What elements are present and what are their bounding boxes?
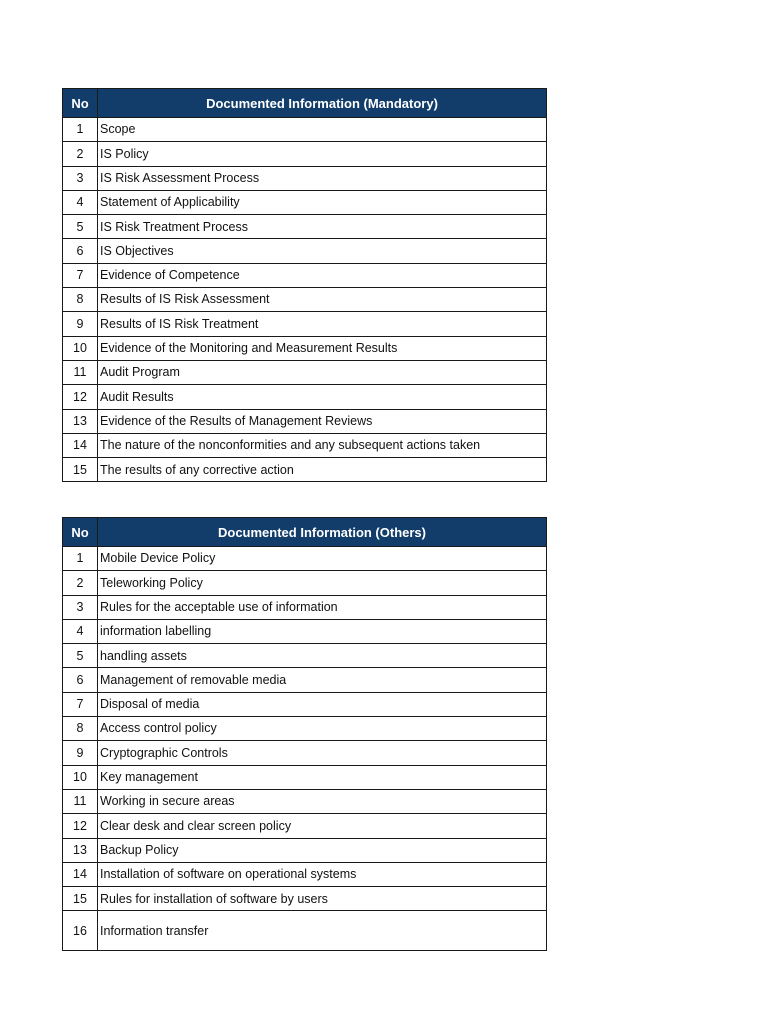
row-number: 3 [63, 595, 98, 619]
table-row [63, 312, 547, 336]
column-header-title: Documented Information (Others) [98, 518, 547, 547]
document-name: Evidence of Competence [98, 263, 547, 287]
table-row [63, 288, 547, 312]
table-row [63, 887, 547, 911]
row-number: 13 [63, 409, 98, 433]
table-row [63, 789, 547, 813]
row-number: 14 [63, 433, 98, 457]
table-row [63, 336, 547, 360]
row-number: 2 [63, 571, 98, 595]
table-row [63, 741, 547, 765]
table-row [63, 644, 547, 668]
other-documents-table [62, 517, 547, 951]
table-row [63, 619, 547, 643]
row-number: 1 [63, 118, 98, 142]
table-row [63, 547, 547, 571]
document-name: Disposal of media [98, 692, 547, 716]
table-row [63, 118, 547, 142]
document-name: Evidence of the Results of Management Reviews [98, 409, 547, 433]
row-number: 10 [63, 336, 98, 360]
row-number: 15 [63, 458, 98, 482]
row-number: 2 [63, 142, 98, 166]
document-name: The nature of the nonconformities and any subsequent actions taken [98, 433, 547, 457]
table-row [63, 360, 547, 384]
document-name: information labelling [98, 619, 547, 643]
table-row [63, 595, 547, 619]
document-name: Teleworking Policy [98, 571, 547, 595]
document-name: Rules for the acceptable use of information [98, 595, 547, 619]
table-row [63, 814, 547, 838]
document-name: Rules for installation of software by users [98, 887, 547, 911]
row-number: 10 [63, 765, 98, 789]
document-name: Clear desk and clear screen policy [98, 814, 547, 838]
mandatory-table-body [63, 118, 547, 482]
mandatory-documents-table [62, 88, 547, 482]
row-number: 11 [63, 360, 98, 384]
row-number: 11 [63, 789, 98, 813]
table-row [63, 911, 547, 951]
document-name: Scope [98, 118, 547, 142]
row-number: 12 [63, 814, 98, 838]
table-row [63, 215, 547, 239]
row-number: 15 [63, 887, 98, 911]
row-number: 14 [63, 862, 98, 886]
table-row [63, 692, 547, 716]
table-row [63, 263, 547, 287]
row-number: 9 [63, 741, 98, 765]
row-number: 7 [63, 263, 98, 287]
table-row [63, 166, 547, 190]
table-row [63, 458, 547, 482]
table-row [63, 239, 547, 263]
document-name: Management of removable media [98, 668, 547, 692]
document-name: Key management [98, 765, 547, 789]
table-row [63, 433, 547, 457]
table-row [63, 385, 547, 409]
table-row [63, 717, 547, 741]
document-name: Results of IS Risk Treatment [98, 312, 547, 336]
document-name: Results of IS Risk Assessment [98, 288, 547, 312]
row-number: 5 [63, 644, 98, 668]
document-name: Audit Program [98, 360, 547, 384]
row-number: 9 [63, 312, 98, 336]
document-name: Evidence of the Monitoring and Measurement Results [98, 336, 547, 360]
document-name: Statement of Applicability [98, 190, 547, 214]
row-number: 1 [63, 547, 98, 571]
table-row [63, 838, 547, 862]
table-row [63, 668, 547, 692]
document-name: Cryptographic Controls [98, 741, 547, 765]
row-number: 13 [63, 838, 98, 862]
document-name: IS Risk Treatment Process [98, 215, 547, 239]
row-number: 8 [63, 717, 98, 741]
document-name: IS Objectives [98, 239, 547, 263]
document-name: Mobile Device Policy [98, 547, 547, 571]
table-header-row [63, 89, 547, 118]
table-header-row [63, 518, 547, 547]
document-name: The results of any corrective action [98, 458, 547, 482]
table-row [63, 142, 547, 166]
row-number: 6 [63, 668, 98, 692]
table-row [63, 765, 547, 789]
row-number: 6 [63, 239, 98, 263]
table-row [63, 409, 547, 433]
table-row [63, 862, 547, 886]
document-name: Backup Policy [98, 838, 547, 862]
row-number: 7 [63, 692, 98, 716]
row-number: 4 [63, 619, 98, 643]
column-header-title: Documented Information (Mandatory) [98, 89, 547, 118]
document-name: Installation of software on operational systems [98, 862, 547, 886]
document-name: handling assets [98, 644, 547, 668]
document-name: Working in secure areas [98, 789, 547, 813]
table-row [63, 571, 547, 595]
document-name: IS Policy [98, 142, 547, 166]
table-row [63, 190, 547, 214]
document-name: Audit Results [98, 385, 547, 409]
column-header-no: No [63, 89, 98, 118]
row-number: 8 [63, 288, 98, 312]
row-number: 16 [63, 911, 98, 951]
document-name: Access control policy [98, 717, 547, 741]
others-table-body [63, 547, 547, 951]
document-name: IS Risk Assessment Process [98, 166, 547, 190]
column-header-no: No [63, 518, 98, 547]
row-number: 3 [63, 166, 98, 190]
document-name: Information transfer [98, 911, 547, 951]
row-number: 12 [63, 385, 98, 409]
row-number: 4 [63, 190, 98, 214]
row-number: 5 [63, 215, 98, 239]
